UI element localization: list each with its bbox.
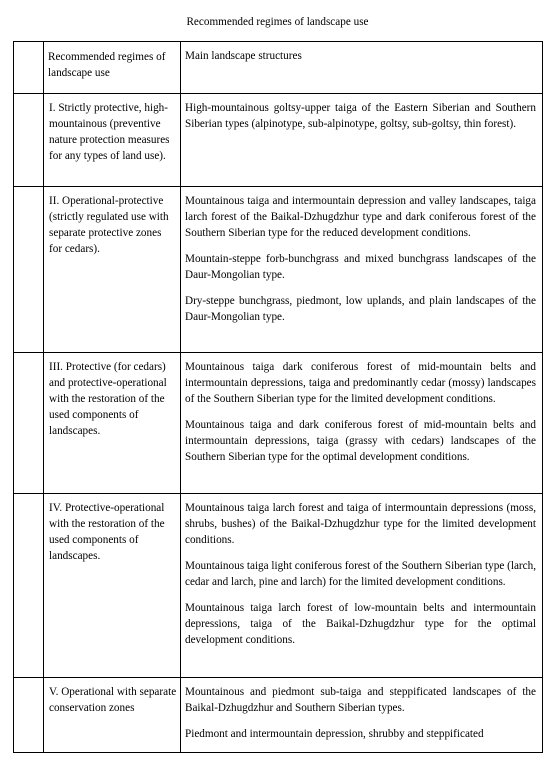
structures-cell (181, 187, 543, 353)
structure-paragraph: Mountainous taiga and intermountain depression and valley landscapes, taiga larch forest of the Baikal-Dzhugdzhur type and dark coniferous forest of the Southern Siberian type for the reduced development conditions. (185, 195, 536, 239)
table-row (14, 494, 543, 678)
table-row (14, 94, 543, 187)
header-structures-label: Main landscape structures (185, 50, 302, 62)
regimes-table (13, 41, 543, 753)
regime-cell (44, 94, 181, 187)
structure-paragraph: Mountainous taiga dark coniferous forest of mid-mountain belts and intermountain depressions, taiga and predominantly cedar (mossy) landscapes of the Southern Siberian type for the limited development conditions. (185, 361, 536, 405)
regime-cell (44, 494, 181, 678)
structures-cell (181, 494, 543, 678)
regime-text: IV. Protective-operational with the restoration of the used components of landscapes. (49, 502, 165, 562)
table-row (14, 187, 543, 353)
empty-index-cell (14, 494, 44, 678)
empty-index-cell (14, 187, 44, 353)
regime-cell (44, 187, 181, 353)
structure-paragraph: Mountainous taiga larch forest and taiga of intermountain depressions (moss, shrubs, bushes) of the Baikal-Dzhugdzhur type for the limited development conditions. (185, 502, 536, 546)
empty-index-cell (14, 353, 44, 494)
regime-text: V. Operational with separate conservation zones (49, 686, 177, 714)
header-regime-label: Recommended regimes of landscape use (48, 51, 166, 79)
empty-index-cell (14, 42, 44, 94)
structures-cell (181, 94, 543, 187)
regime-cell (44, 678, 181, 753)
structure-paragraph: High-mountainous goltsy-upper taiga of the Eastern Siberian and Southern Siberian types (alpinotype, sub-alpinotype, goltsy, sub-goltsy, thin forest). (185, 102, 536, 130)
regime-text: III. Protective (for cedars) and protective-operational with the restoration of the used components of landscapes. (49, 361, 167, 437)
regime-text: I. Strictly protective, high-mountainous (preventive nature protection measures for any types of land use). (49, 102, 170, 162)
table-header-row (14, 42, 543, 94)
empty-index-cell (14, 94, 44, 187)
table-row (14, 353, 543, 494)
structure-paragraph: Mountainous taiga light coniferous forest of the Southern Siberian type (larch, cedar and larch, pine and larch) for the limited development conditions. (185, 560, 536, 588)
regime-cell (44, 353, 181, 494)
table-title: Recommended regimes of landscape use (186, 16, 369, 28)
header-regime-cell (44, 42, 181, 94)
empty-index-cell (14, 678, 44, 753)
structure-paragraph: Dry-steppe bunchgrass, piedmont, low uplands, and plain landscapes of the Daur-Mongolian type. (185, 295, 536, 323)
structures-cell (181, 353, 543, 494)
structure-paragraph: Mountainous taiga larch forest of low-mountain belts and intermountain depressions, taiga of the Baikal-Dzhugdzhur type for the optimal development conditions. (185, 602, 536, 646)
structures-cell (181, 678, 543, 753)
header-structures-cell (181, 42, 543, 94)
structure-paragraph: Mountainous and piedmont sub-taiga and steppificated landscapes of the Baikal-Dzhugdzhur and Southern Siberian types. (185, 686, 536, 714)
regime-text: II. Operational-protective (strictly regulated use with separate protective zones for cedars). (49, 195, 169, 255)
structure-paragraph: Piedmont and intermountain depression, shrubby and steppificated (185, 728, 484, 740)
structure-paragraph: Mountainous taiga and dark coniferous forest of mid-mountain belts and intermountain depressions, taiga (grassy with cedars) landscapes of the Southern Siberian type for the optimal development conditions. (185, 419, 536, 463)
structure-paragraph: Mountain-steppe forb-bunchgrass and mixed bunchgrass landscapes of the Daur-Mongolian type. (185, 253, 536, 281)
table-row (14, 678, 543, 753)
